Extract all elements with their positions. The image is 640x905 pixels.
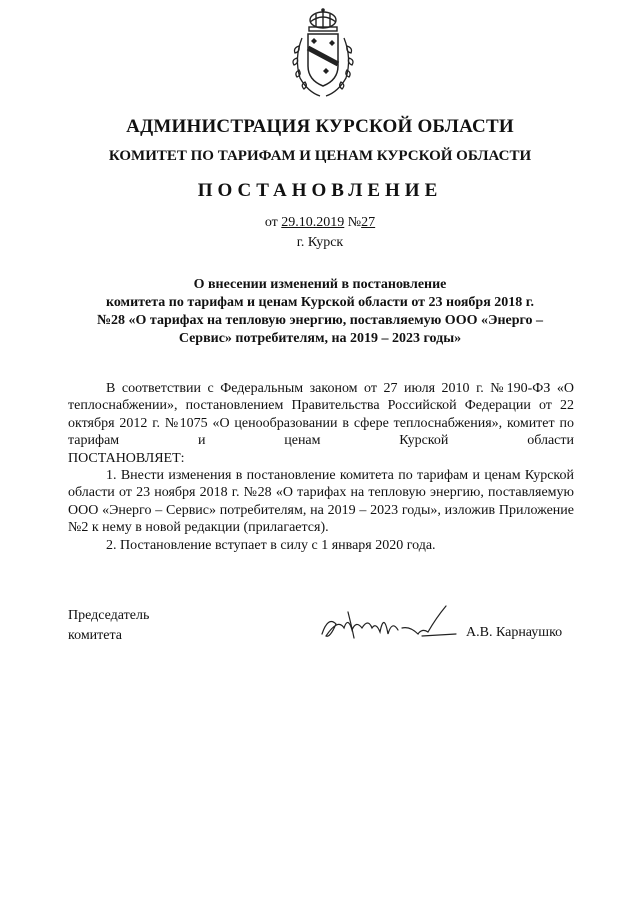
document-city: г. Курск	[296, 235, 344, 250]
date-label: от	[264, 215, 278, 230]
document-subject	[0, 276, 640, 348]
document-number: 27	[361, 215, 376, 230]
subject-line: комитета по тарифам и ценам Курской области от 23 ноября 2018 г.	[105, 295, 535, 310]
item-1-paragraph: 1. Внести изменения в постановление комитета по тарифам и ценам Курской области от 23 ноября 2018 г. №28 «О тарифах на тепловую энергию, поставляемую ООО «Энерго – Сервис» потребителям, на 2019 – 2023 годы», изложив Приложение №2 к нему в новой редакции (прилагается).	[68, 468, 574, 536]
organization-title: АДМИНИСТРАЦИЯ КУРСКОЙ ОБЛАСТИ	[126, 116, 514, 137]
preamble-paragraph	[68, 380, 574, 450]
document-body	[68, 380, 574, 554]
position-line: комитета	[68, 628, 123, 643]
signatory-position	[68, 606, 149, 646]
preamble-text: В соответствии с Федеральным законом от 27 июля 2010 г. №190-ФЗ «О теплоснабжении», постановлением Правительства Российской Федерации от 22 октября 2012 г. №1075 «О ценообразовании в сфере теплоснабжения», комитет по тарифам и ценам Курской области	[68, 381, 574, 449]
resolves-label: ПОСТАНОВЛЯЕТ:	[68, 450, 185, 466]
handwritten-signature	[318, 598, 458, 648]
subject-line: №28 «О тарифах на тепловую энергию, поставляемую ООО «Энерго –	[96, 313, 544, 328]
number-label: №	[347, 215, 362, 230]
position-line: Председатель	[68, 608, 150, 623]
subject-line: О внесении изменений в постановление	[193, 277, 447, 292]
item-2-paragraph: 2. Постановление вступает в силу с 1 января 2020 года.	[106, 537, 436, 553]
committee-title: КОМИТЕТ ПО ТАРИФАМ И ЦЕНАМ КУРСКОЙ ОБЛАСТИ	[108, 148, 532, 164]
kursk-coat-of-arms-icon	[290, 8, 356, 100]
signatory-name: А.В. Карнаушко	[466, 625, 563, 640]
document-type: ПОСТАНОВЛЕНИЕ	[197, 180, 443, 201]
subject-line: Сервис» потребителям, на 2019 – 2023 годы»	[178, 331, 462, 346]
document-meta	[0, 213, 640, 253]
document-date: 29.10.2019	[281, 215, 345, 230]
